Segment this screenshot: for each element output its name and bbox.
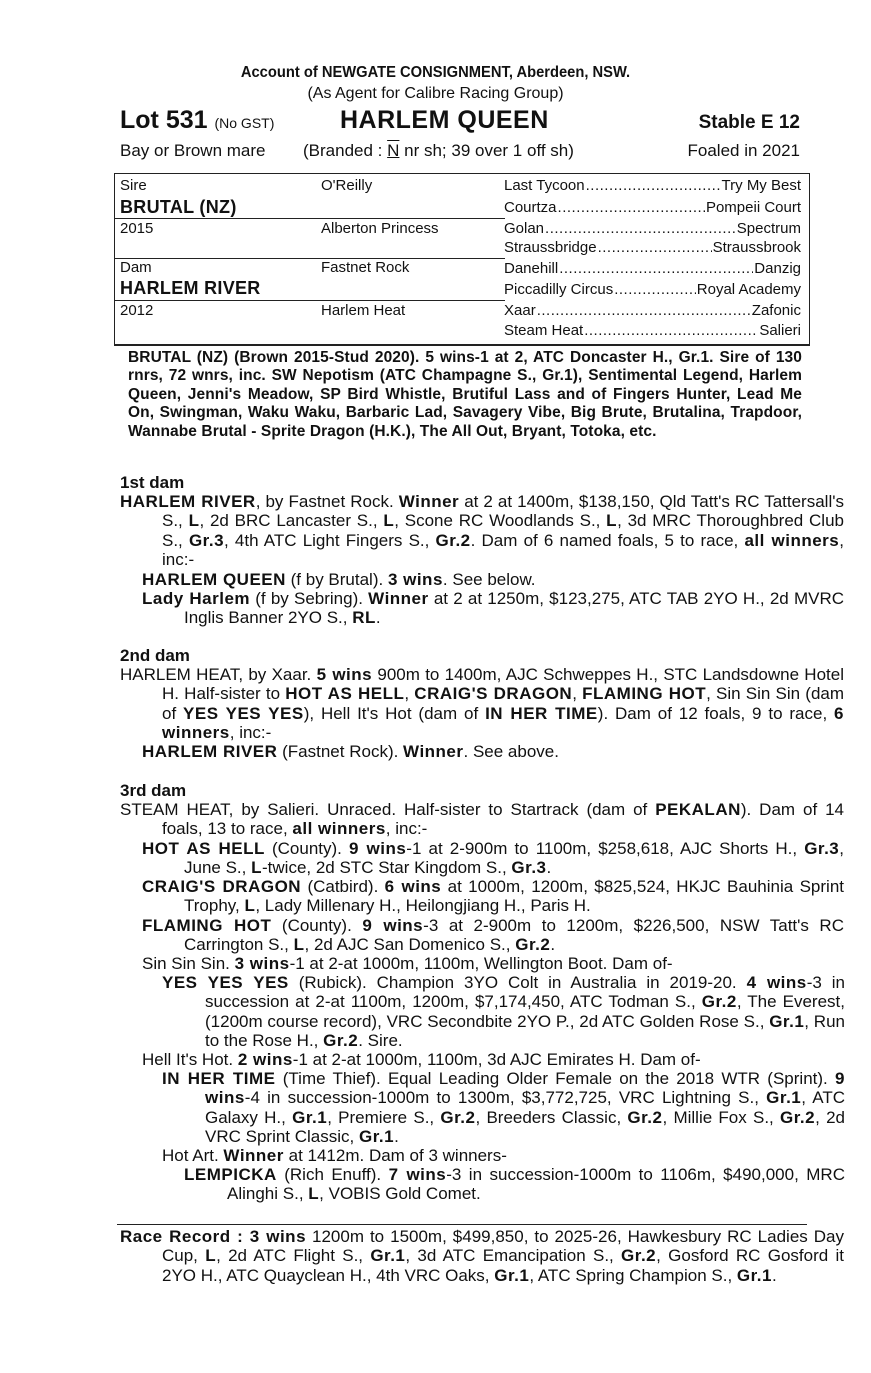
- consignor-line: Account of NEWGATE CONSIGNMENT, Aberdeen, NSW.: [240, 64, 631, 81]
- agent-line: (As Agent for Calibre Racing Group): [307, 85, 564, 102]
- foal-entry: FLAMING HOT (County). 9 wins-3 at 2-900m to 1200m, $226,500, NSW Tatt's RC Carrington S., L, 2d AJC San Domenico S., Gr.2.: [142, 916, 844, 955]
- grandfoal-entry: YES YES YES (Rubick). Champion 3YO Colt in Australia in 2019-20. 4 wins-3 in succession at 2-at 1100m, 1200m, $7,174,450, ATC Todman S., Gr.2, The Everest, (1200m course record), VRC Secondbite 2YO P., 2d ATC Golden Rose S., Gr.1, Run to the Rose H., Gr.2. Sire.: [162, 973, 846, 1051]
- foal-name: FLAMING HOT: [142, 916, 272, 935]
- pedigree-divider: [115, 300, 505, 301]
- foal-name: HARLEM QUEEN: [142, 570, 286, 589]
- brand-prefix: (Branded :: [303, 141, 383, 160]
- foal-name: LEMPICKA: [184, 1165, 277, 1184]
- pedigree-table: [114, 173, 810, 346]
- third-dam-heading: 3rd dam: [120, 781, 187, 800]
- ancestor-row: [504, 220, 801, 237]
- lot-number: [120, 106, 274, 135]
- ancestor-row: [504, 260, 801, 277]
- ancestor-left: Courtza: [504, 199, 557, 216]
- ancestor-right: Straussbrook: [712, 239, 801, 256]
- ancestor-row: [504, 199, 801, 216]
- ancestor-right: Try My Best: [721, 177, 801, 194]
- first-dam-heading: 1st dam: [120, 473, 185, 492]
- ancestor-right: Danzig: [754, 260, 801, 277]
- ancestor-left: Xaar: [504, 302, 536, 319]
- second-dam-heading: 2nd dam: [120, 646, 190, 665]
- pedigree-divider: [115, 218, 505, 219]
- ancestor-left: Straussbridge: [504, 239, 597, 256]
- ancestor-row: [504, 177, 801, 194]
- foal-entry: Sin Sin Sin. 3 wins-1 at 2-at 1000m, 1100m, Wellington Boot. Dam of-: [142, 954, 673, 973]
- ancestor-left: Golan: [504, 220, 545, 237]
- foal-name: Lady Harlem: [142, 589, 251, 608]
- lot-label: Lot 531: [120, 106, 208, 134]
- dam-year: 2012: [120, 302, 154, 319]
- sire-label: Sire: [120, 177, 147, 194]
- gst-note: (No GST): [214, 115, 275, 131]
- ancestor-right: Salieri: [759, 322, 801, 339]
- brand-suffix: nr sh; 39 over 1 off sh): [404, 141, 574, 160]
- stable-number: Stable E 12: [698, 112, 800, 133]
- dam-dam: Harlem Heat: [321, 302, 406, 319]
- sire-name: BRUTAL (NZ): [120, 197, 237, 217]
- foal-name: IN HER TIME: [162, 1069, 276, 1088]
- foal-entry: Lady Harlem (f by Sebring). Winner at 2 at 1250m, $123,275, ATC TAB 2YO H., 2d MVRC Inglis Banner 2YO S., RL.: [142, 589, 845, 628]
- ancestor-right: Spectrum: [736, 220, 801, 237]
- sire-sire: O'Reilly: [321, 177, 373, 194]
- ancestor-row: [504, 302, 801, 319]
- third-dam-entry: STEAM HEAT, by Salieri. Unraced. Half-sister to Startrack (dam of PEKALAN). Dam of 14 foals, 13 to race, all winners, inc:-: [120, 800, 844, 839]
- brand-symbol: N: [387, 141, 400, 160]
- race-record-label: Race Record : 3 wins: [120, 1227, 307, 1246]
- dam-sire: Fastnet Rock: [321, 259, 410, 276]
- foal-entry: HARLEM RIVER (Fastnet Rock). Winner. See above.: [142, 742, 559, 761]
- dam-name: HARLEM RIVER: [120, 492, 256, 511]
- second-dam-entry: HARLEM HEAT, by Xaar. 5 wins 900m to 1400m, AJC Schweppes H., STC Landsdowne Hotel H. Half-sister to HOT AS HELL, CRAIG'S DRAGON, FLAMING HOT, Sin Sin Sin (dam of YES YES YES), Hell It's Hot (dam of IN HER TIME). Dam of 12 foals, 9 to race, 6 winners, inc:-: [120, 665, 845, 743]
- foal-entry: CRAIG'S DRAGON (Catbird). 6 wins at 1000m, 1200m, $825,524, HKJC Bauhinia Sprint Trophy, L, Lady Millenary H., Heilongjiang H., Paris H.: [142, 877, 844, 916]
- sire-year: 2015: [120, 220, 154, 237]
- foaled-year: Foaled in 2021: [687, 141, 800, 160]
- ancestor-left: Last Tycoon: [504, 177, 585, 194]
- sex-color: Bay or Brown mare: [120, 141, 266, 160]
- dam-label: Dam: [120, 259, 152, 276]
- foal-entry: HOT AS HELL (County). 9 wins-1 at 2-900m to 1100m, $258,618, AJC Shorts H., Gr.3, June S., L-twice, 2d STC Star Kingdom S., Gr.3.: [142, 839, 845, 878]
- ancestor-right: Royal Academy: [696, 281, 801, 298]
- ancestor-right: Zafonic: [751, 302, 801, 319]
- dam-name: HARLEM RIVER: [120, 278, 261, 298]
- foal-entry: Hell It's Hot. 2 wins-1 at 2-at 1000m, 1100m, 3d AJC Emirates H. Dam of-: [142, 1050, 701, 1069]
- ancestor-left: Piccadilly Circus: [504, 281, 614, 298]
- ancestor-row: [504, 322, 801, 339]
- ancestor-right: Pompeii Court: [705, 199, 801, 216]
- race-record: Race Record : 3 wins 1200m to 1500m, $499,850, to 2025-26, Hawkesbury RC Ladies Day Cup, L, 2d ATC Flight S., Gr.1, 3d ATC Emancipation S., Gr.2, Gosford RC Gosford it 2YO H., ATC Quayclean H., 4th VRC Oaks, Gr.1, ATC Spring Champion S., Gr.1.: [120, 1227, 844, 1285]
- pedigree-divider: [115, 258, 505, 259]
- sire-summary: BRUTAL (NZ) (Brown 2015-Stud 2020). 5 wins-1 at 2, ATC Doncaster H., Gr.1. Sire of 130 rnrs, 72 wnrs, inc. SW Nepotism (ATC Champagne S., Gr.1), Sentimental Legend, Harlem Queen, Jenni's Meadow, SP Bird Whistle, Brutiful Lass and of Fingers Hunter, Lead Me On, Swingman, Waku Waku, Barbaric Lad, Savagery Vibe, Big Brute, Brutalina, Trapdoor, Wannabe Brutal - Sprite Dragon (H.K.), The All Out, Bryant, Totoka, etc.: [128, 349, 802, 440]
- horse-name: HARLEM QUEEN: [340, 106, 549, 134]
- ancestor-row: [504, 239, 801, 256]
- sire-dam: Alberton Princess: [321, 220, 439, 237]
- foal-entry: HARLEM QUEEN (f by Brutal). 3 wins. See below.: [142, 570, 536, 589]
- ancestor-left: Danehill: [504, 260, 559, 277]
- foal-name: CRAIG'S DRAGON: [142, 877, 302, 896]
- foal-name: YES YES YES: [162, 973, 289, 992]
- great-grandfoal-entry: LEMPICKA (Rich Enuff). 7 wins-3 in succession-1000m to 1106m, $490,000, MRC Alinghi S., L, VOBIS Gold Comet.: [184, 1165, 845, 1204]
- foal-name: HARLEM RIVER: [142, 742, 278, 761]
- ancestor-left: Steam Heat: [504, 322, 584, 339]
- race-record-divider: [117, 1224, 807, 1225]
- grandfoal-entry: Hot Art. Winner at 1412m. Dam of 3 winners-: [162, 1146, 507, 1165]
- first-dam-entry: HARLEM RIVER, by Fastnet Rock. Winner at 2 at 1400m, $138,150, Qld Tatt's RC Tattersall's S., L, 2d BRC Lancaster S., L, Scone RC Woodlands S., L, 3d MRC Thoroughbred Club S., Gr.3, 4th ATC Light Fingers S., Gr.2. Dam of 6 named foals, 5 to race, all winners, inc:-: [120, 492, 844, 570]
- brand-info: [303, 141, 574, 161]
- ancestor-row: [504, 281, 801, 298]
- foal-name: HOT AS HELL: [142, 839, 265, 858]
- grandfoal-entry: IN HER TIME (Time Thief). Equal Leading Older Female on the 2018 WTR (Sprint). 9 wins-4 in succession-1000m to 1300m, $3,772,725, VRC Lightning S., Gr.1, ATC Galaxy H., Gr.1, Premiere S., Gr.2, Breeders Classic, Gr.2, Millie Fox S., Gr.2, 2d VRC Sprint Classic, Gr.1.: [162, 1069, 846, 1147]
